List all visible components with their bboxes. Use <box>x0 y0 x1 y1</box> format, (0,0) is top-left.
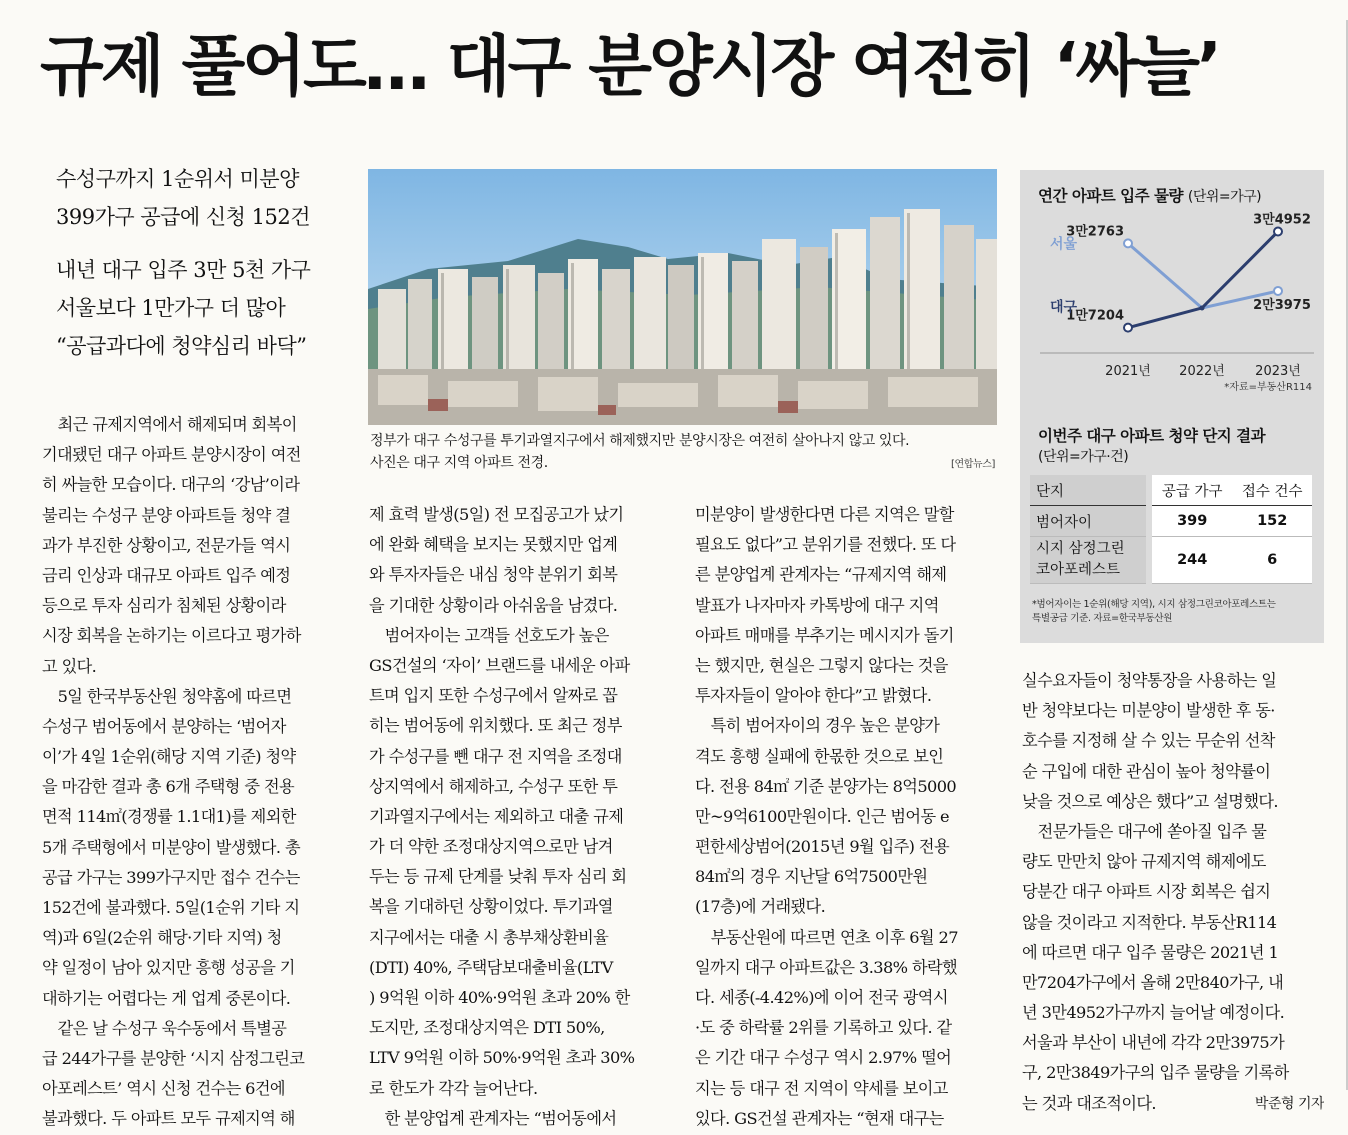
body-text-line: 전문가들은 대구에 쏟아질 입주 물 <box>1022 821 1267 841</box>
body-text-line: 다. 전용 84㎡ 기준 분양가는 8억5000 <box>695 776 957 796</box>
body-column-2 <box>369 500 671 1134</box>
apartment-skyline-photo <box>368 169 997 425</box>
body-text-line: 않을 것이라고 지적한다. 부동산R114 <box>1022 912 1277 932</box>
body-text-line: LTV 9억원 이하 50%·9억원 초과 30% <box>369 1048 635 1068</box>
byline: 박준형 기자 <box>1254 1095 1324 1112</box>
note-line: 특별공급 기준. 자료=한국부동산원 <box>1032 613 1173 624</box>
data-point <box>1274 287 1282 295</box>
body-text-line: 을 마감한 결과 총 6개 주택형 중 전용 <box>42 777 295 797</box>
deck-line: 399가구 공급에 신청 152건 <box>56 205 310 229</box>
photo-caption <box>370 430 995 474</box>
subheadline-deck <box>56 160 356 365</box>
body-text-line: 도지만, 조정대상지역은 DTI 50%, <box>369 1018 605 1038</box>
body-text-line: 히 싸늘한 모습이다. 대구의 ‘강남’이라 <box>42 475 300 495</box>
photo-illustration <box>368 169 997 425</box>
body-text-line: 트며 입지 또한 수성구에서 알짜로 꼽 <box>369 686 618 706</box>
body-text-line: 금리 인상과 대규모 아파트 입주 예정 <box>42 565 291 585</box>
body-text-line: 는 했지만, 현실은 그렇지 않다는 것을 <box>695 655 948 675</box>
table-row <box>1030 537 1312 584</box>
deck-line: “공급과다에 청약심리 바닥” <box>56 334 307 358</box>
body-text-line: 5일 한국부동산원 청약홈에 따르면 <box>42 686 292 706</box>
body-text-line: 에 완화 혜택을 보지는 못했지만 업계 <box>369 535 618 555</box>
body-text-line: 면적 114㎡(경쟁률 1.1대1)를 제외한 <box>42 807 296 827</box>
body-text-line: 제 효력 발생(5일) 전 모집공고가 났기 <box>369 505 624 524</box>
body-text-line: 로 한도가 각각 늘어난다. <box>369 1078 538 1098</box>
body-text-line: 격도 흥행 실패에 한몫한 것으로 보인 <box>695 746 944 766</box>
body-text-line: 실수요자들이 청약통장을 사용하는 일 <box>1022 671 1277 690</box>
x-tick-label: 2023년 <box>1255 364 1301 379</box>
body-text-line: 시장 회복을 논하기는 이르다고 평가하 <box>42 626 301 646</box>
data-point <box>1200 305 1205 310</box>
caption-line: 정부가 대구 수성구를 투기과열지구에서 해제했지만 분양시장은 여전히 살아나지 않고 있다. <box>370 433 910 449</box>
body-text-line: 다. 세종(-4.42%)에 이어 전국 광역시 <box>695 988 948 1007</box>
table-title: 이번주 대구 아파트 청약 단지 결과 <box>1038 427 1266 445</box>
line-chart <box>1020 205 1324 405</box>
body-text-line: 당분간 대구 아파트 시장 회복은 쉽지 <box>1022 882 1271 902</box>
body-text-line: 일까지 대구 아파트값은 3.38% 하락했 <box>695 957 958 977</box>
deck-line: 내년 대구 입주 3만 5천 가구 <box>56 258 311 282</box>
table-header-cell: 접수 건수 <box>1232 475 1312 506</box>
body-text-line: 같은 날 수성구 욱수동에서 특별공 <box>42 1018 287 1038</box>
body-text-line: 대하기는 어렵다는 게 업계 중론이다. <box>42 988 291 1008</box>
table-row <box>1030 506 1312 537</box>
body-text-line: 기대됐던 대구 아파트 분양시장이 여전 <box>42 445 301 465</box>
data-label: 1만7204 <box>1066 308 1124 324</box>
body-text-line: 등으로 투자 심리가 침체된 상황이라 <box>42 596 286 616</box>
body-text-line: 수성구 범어동에서 분양하는 ‘범어자 <box>42 716 286 736</box>
complex-name: 범어자이 <box>1030 506 1149 537</box>
deck-line: 수성구까지 1순위서 미분양 <box>56 167 299 191</box>
body-text-line: 5개 주택형에서 미분양이 발생했다. 총 <box>42 837 300 857</box>
body-text-line: 와 투자자들은 내심 청약 분위기 회복 <box>369 565 618 585</box>
body-text-line: 을 기대한 상황이라 아쉬움을 남겼다. <box>369 595 618 615</box>
complex-name-line: 코아포레스트 <box>1036 562 1121 578</box>
table-unit: (단위=가구·건) <box>1038 449 1129 465</box>
body-text-line: 기과열지구에서는 제외하고 대출 규제 <box>369 806 624 826</box>
body-text-line: 반 청약보다는 미분양이 발생한 후 동· <box>1022 701 1275 721</box>
legend-label: 대구 <box>1050 299 1078 316</box>
series-line-daegu <box>1128 232 1278 328</box>
body-text-line: 히는 범어동에 위치했다. 또 최근 정부 <box>369 716 622 736</box>
body-text-line: 년 3만4952가구까지 늘어날 예정이다. <box>1022 1003 1285 1023</box>
complex-name <box>1030 537 1149 584</box>
chart-unit: (단위=가구) <box>1187 189 1262 205</box>
body-text-line: 투자자들이 알아야 한다”고 밝혔다. <box>695 686 932 706</box>
data-point <box>1124 324 1132 332</box>
application-count: 6 <box>1232 537 1312 584</box>
chart-title <box>1038 184 1261 206</box>
body-text-line: 범어자이는 고객들 선호도가 높은 <box>369 625 609 645</box>
chart-source: *자료=부동산R114 <box>1224 382 1312 393</box>
body-text-line: 만~9억6100만원이다. 인근 범어동 e <box>695 806 950 826</box>
deck-line: 서울보다 1만가구 더 많아 <box>56 296 286 320</box>
body-text-line: 과가 부진한 상황이고, 전문가들 역시 <box>42 535 291 555</box>
body-text-line: 가 더 약한 조정대상지역으로만 남겨 <box>369 837 613 857</box>
body-text-line: 미분양이 발생한다면 다른 지역은 말할 <box>695 505 954 524</box>
body-column-4 <box>1022 666 1324 1119</box>
supply-count: 399 <box>1149 506 1232 537</box>
table-header-cell: 공급 가구 <box>1149 475 1232 506</box>
body-text-line: 고 있다. <box>42 656 97 676</box>
body-text-line: 있다. GS건설 관계자는 “현재 대구는 <box>695 1108 944 1128</box>
body-text-line: 가 수성구를 뺀 대구 전 지역을 조정대 <box>369 746 622 766</box>
body-text-line: 에 따르면 대구 입주 물량은 2021년 1 <box>1022 942 1279 962</box>
body-text-line: 은 기간 대구 수성구 역시 2.97% 떨어 <box>695 1048 952 1068</box>
body-text-line: 특히 범어자이의 경우 높은 분양가 <box>695 716 940 736</box>
body-text-line: 지는 등 대구 전 지역이 약세를 보이고 <box>695 1078 948 1098</box>
body-text-line: 불과했다. 두 아파트 모두 규제지역 해 <box>42 1109 295 1129</box>
body-text-line: 발표가 나자마자 카톡방에 대구 지역 <box>695 595 939 615</box>
complex-name-line: 시지 삼정그린 <box>1036 541 1125 557</box>
body-text-line: 복을 기대하던 상황이었다. 투기과열 <box>369 897 613 917</box>
application-count: 152 <box>1232 506 1312 537</box>
body-text-line: GS건설의 ‘자이’ 브랜드를 내세운 아파 <box>369 655 630 675</box>
body-text-line: 지구에서는 대출 시 총부채상환비율 <box>369 927 609 947</box>
body-text-line: 공급 가구는 399가구지만 접수 건수는 <box>42 867 300 887</box>
data-point <box>1124 239 1132 247</box>
chart-title-text: 연간 아파트 입주 물량 <box>1038 187 1183 205</box>
body-text-line: 두는 등 규제 단계를 낮춰 투자 심리 회 <box>369 867 627 887</box>
data-label: 2만3975 <box>1253 297 1311 313</box>
body-text-line: 이’가 4일 1순위(해당 지역 기준) 청약 <box>42 747 296 767</box>
data-label: 3만2763 <box>1066 224 1124 240</box>
body-text-line: 만7204가구에서 올해 2만840가구, 내 <box>1022 972 1284 992</box>
body-text-line: 편한세상범어(2015년 9월 입주) 전용 <box>695 837 950 857</box>
x-tick-label: 2022년 <box>1179 364 1225 379</box>
body-text-line: 는 것과 대조적이다. 박준형 기자 <box>1022 1089 1324 1119</box>
body-text-line: 152건에 불과했다. 5일(1순위 기타 지 <box>42 898 300 917</box>
body-text-line: 서울과 부산이 내년에 각각 2만3975가 <box>1022 1033 1285 1053</box>
photo-credit: [연합뉴스] <box>950 459 995 470</box>
caption-line: 사진은 대구 지역 아파트 전경. <box>370 455 548 471</box>
body-text-line: 84㎡의 경우 지난달 6억7500만원 <box>695 867 928 887</box>
supply-count: 244 <box>1149 537 1232 584</box>
body-column-3 <box>695 500 997 1134</box>
body-column-1 <box>42 410 344 1135</box>
results-table <box>1030 475 1312 584</box>
body-text-line: 른 분양업계 관계자는 “규제지역 해제 <box>695 565 947 585</box>
body-text-line: 한 분양업계 관계자는 “범어동에서 <box>369 1108 617 1128</box>
body-text-line: 역)과 6일(2순위 해당·기타 지역) 청 <box>42 928 282 948</box>
body-text-line: ·도 중 하락률 2위를 기록하고 있다. 같 <box>695 1018 952 1038</box>
body-text-line: 구, 2만3849가구의 입주 물량을 기록하 <box>1022 1063 1289 1083</box>
body-text-line: 아파트 매매를 부추기는 메시지가 돌기 <box>695 625 954 645</box>
body-text-line: 아포레스트’ 역시 신청 건수는 6건에 <box>42 1079 285 1099</box>
body-text-line: (17층)에 거래됐다. <box>695 897 826 917</box>
infographic-sidebar <box>1020 170 1324 643</box>
x-tick-label: 2021년 <box>1105 364 1151 379</box>
body-text-line: 부동산원에 따르면 연초 이후 6월 27 <box>695 927 958 947</box>
body-text-line: 낮을 것으로 예상은 했다”고 설명했다. <box>1022 791 1278 811</box>
legend-label: 서울 <box>1050 236 1078 253</box>
body-text-line: 필요도 없다”고 분위기를 전했다. 또 다 <box>695 535 956 555</box>
headline: 규제 풀어도… 대구 분양시장 여전히 ‘싸늘’ <box>40 28 1220 105</box>
body-text-line: 상지역에서 해제하고, 수성구 또한 투 <box>369 776 618 796</box>
data-label: 3만4952 <box>1253 212 1311 228</box>
table-header-cell: 단지 <box>1030 475 1149 506</box>
body-text-line: 불리는 수성구 분양 아파트들 청약 결 <box>42 505 291 525</box>
data-point <box>1274 228 1282 236</box>
body-text-line: 급 244가구를 분양한 ‘시지 삼정그린코 <box>42 1048 305 1068</box>
note-line: *범어자이는 1순위(해당 지역), 시지 삼정그린코아포레스트는 <box>1032 599 1276 610</box>
body-text-line: (DTI) 40%, 주택담보대출비율(LTV <box>369 957 613 977</box>
body-text-line: 량도 만만치 않아 규제지역 해제에도 <box>1022 852 1266 872</box>
body-text-line: 약 일정이 남아 있지만 흥행 성공을 기 <box>42 958 295 978</box>
body-text-line: 순 구입에 대한 관심이 높아 청약률이 <box>1022 761 1271 781</box>
body-text-line: 최근 규제지역에서 해제되며 회복이 <box>42 415 297 434</box>
body-text-line: 호수를 지정해 살 수 있는 무순위 선착 <box>1022 731 1275 751</box>
table-notes <box>1032 598 1276 626</box>
body-text-line: ) 9억원 이하 40%·9억원 초과 20% 한 <box>369 988 630 1007</box>
